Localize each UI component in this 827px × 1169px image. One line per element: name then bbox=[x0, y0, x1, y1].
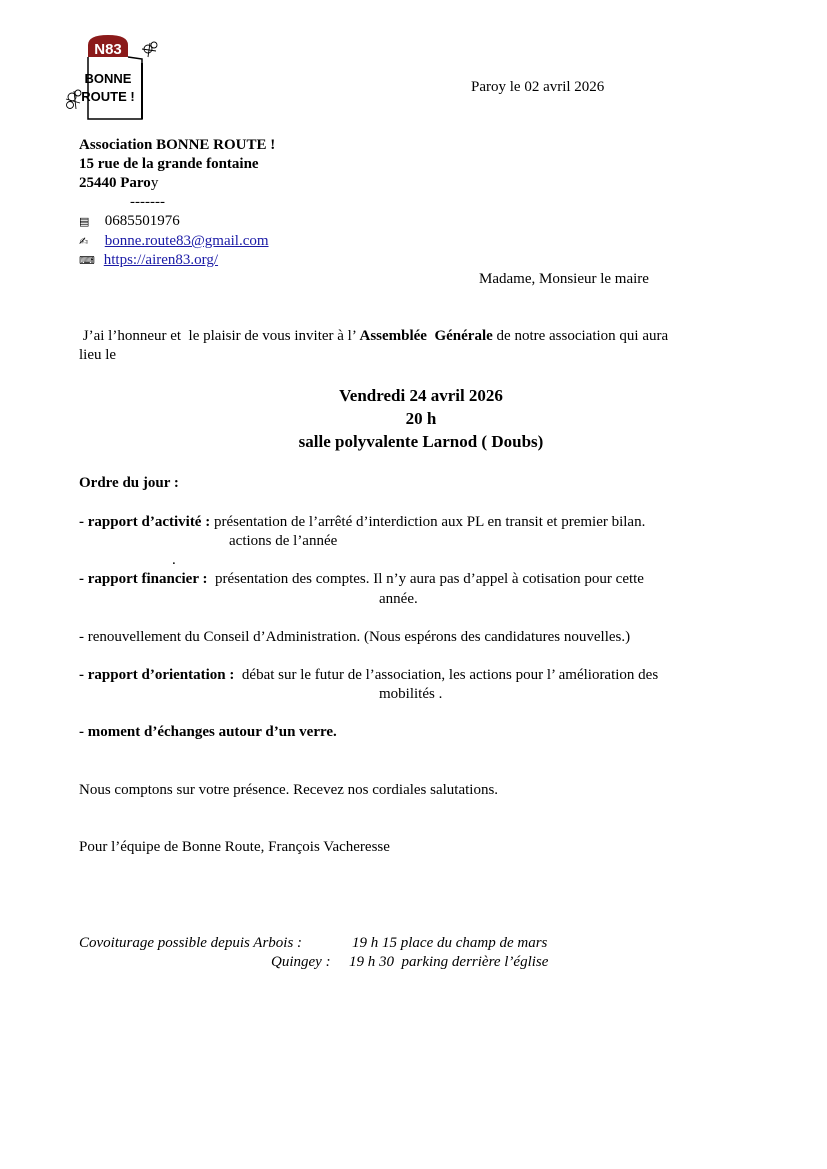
recipient: Madame, Monsieur le maire bbox=[479, 271, 649, 287]
carpool-line2-label: Quingey : bbox=[271, 954, 331, 970]
agenda-financial bbox=[79, 570, 644, 589]
event-time: 20 h bbox=[405, 409, 437, 428]
intro-bold: Assemblée Générale bbox=[359, 328, 493, 344]
activity-line2: actions de l’année bbox=[229, 533, 338, 549]
agenda-moment bbox=[79, 723, 337, 742]
agenda-activity bbox=[79, 513, 645, 532]
agenda-renewal: - renouvellement du Conseil d’Administration. (Nous espérons des candidatures nouvelles.) bbox=[79, 629, 631, 645]
intro-text-1: J’ai l’honneur et le plaisir de vous inviter à l’ bbox=[79, 328, 360, 344]
activity-dot: . bbox=[172, 552, 176, 568]
phone-icon: ▤ bbox=[79, 215, 90, 228]
sender-separator: ------- bbox=[130, 194, 165, 210]
activity-line1: présentation de l’arrêté d’interdiction aux PL en transit et premier bilan. bbox=[210, 514, 646, 530]
carpool-line1-label: Covoiturage possible depuis Arbois : bbox=[79, 935, 303, 951]
email-line bbox=[79, 232, 269, 251]
sender-name: Association BONNE ROUTE ! bbox=[79, 137, 276, 153]
logo-line2: ROUTE ! bbox=[81, 89, 135, 104]
financial-line2: année. bbox=[379, 591, 418, 607]
phone-number: 0685501976 bbox=[104, 213, 180, 229]
sender-city-rest: y bbox=[150, 175, 159, 191]
moment-dash: - bbox=[79, 724, 88, 740]
signature: Pour l’équipe de Bonne Route, François Vacheresse bbox=[79, 839, 390, 855]
phone-line bbox=[79, 212, 180, 231]
closing: Nous comptons sur votre présence. Recevez nos cordiales salutations. bbox=[79, 782, 499, 798]
orientation-line2: mobilités . bbox=[379, 686, 443, 702]
website-link[interactable]: https://airen83.org/ bbox=[103, 252, 219, 268]
email-link[interactable]: bonne.route83@gmail.com bbox=[104, 233, 269, 249]
financial-label: - rapport financier : bbox=[79, 571, 208, 587]
activity-label: - rapport d’activité : bbox=[79, 514, 211, 530]
keyboard-icon: ⌨ bbox=[79, 254, 95, 267]
pen-icon: ✍ bbox=[79, 235, 89, 248]
intro-line2: lieu le bbox=[79, 347, 117, 363]
website-line bbox=[79, 251, 218, 270]
orientation-line1: débat sur le futur de l’association, les actions pour l’ amélioration des bbox=[234, 667, 659, 683]
intro-line1 bbox=[79, 327, 668, 346]
sender-city bbox=[79, 174, 158, 193]
date-line: Paroy le 02 avril 2026 bbox=[471, 79, 605, 95]
moment-text: moment d’échanges autour d’un verre. bbox=[87, 724, 337, 740]
orientation-label: - rapport d’orientation : bbox=[79, 667, 235, 683]
financial-line1: présentation des comptes. Il n’y aura pas d’appel à cotisation pour cette bbox=[207, 571, 644, 587]
logo-line1: BONNE bbox=[84, 71, 132, 86]
event-place: salle polyvalente Larnod ( Doubs) bbox=[298, 432, 544, 451]
agenda-title: Ordre du jour : bbox=[79, 475, 179, 491]
sender-city-bold: 25440 Paro bbox=[79, 175, 151, 191]
carpool-line1-detail: 19 h 15 place du champ de mars bbox=[352, 935, 548, 951]
bonne-route-logo bbox=[62, 33, 160, 125]
intro-text-2: de notre association qui aura bbox=[492, 328, 669, 344]
carpool-line2-detail: 19 h 30 parking derrière l’église bbox=[349, 954, 549, 970]
sender-street: 15 rue de la grande fontaine bbox=[79, 156, 259, 172]
event-date: Vendredi 24 avril 2026 bbox=[339, 386, 503, 405]
logo-road-text: N83 bbox=[94, 41, 122, 58]
agenda-orientation bbox=[79, 666, 658, 685]
